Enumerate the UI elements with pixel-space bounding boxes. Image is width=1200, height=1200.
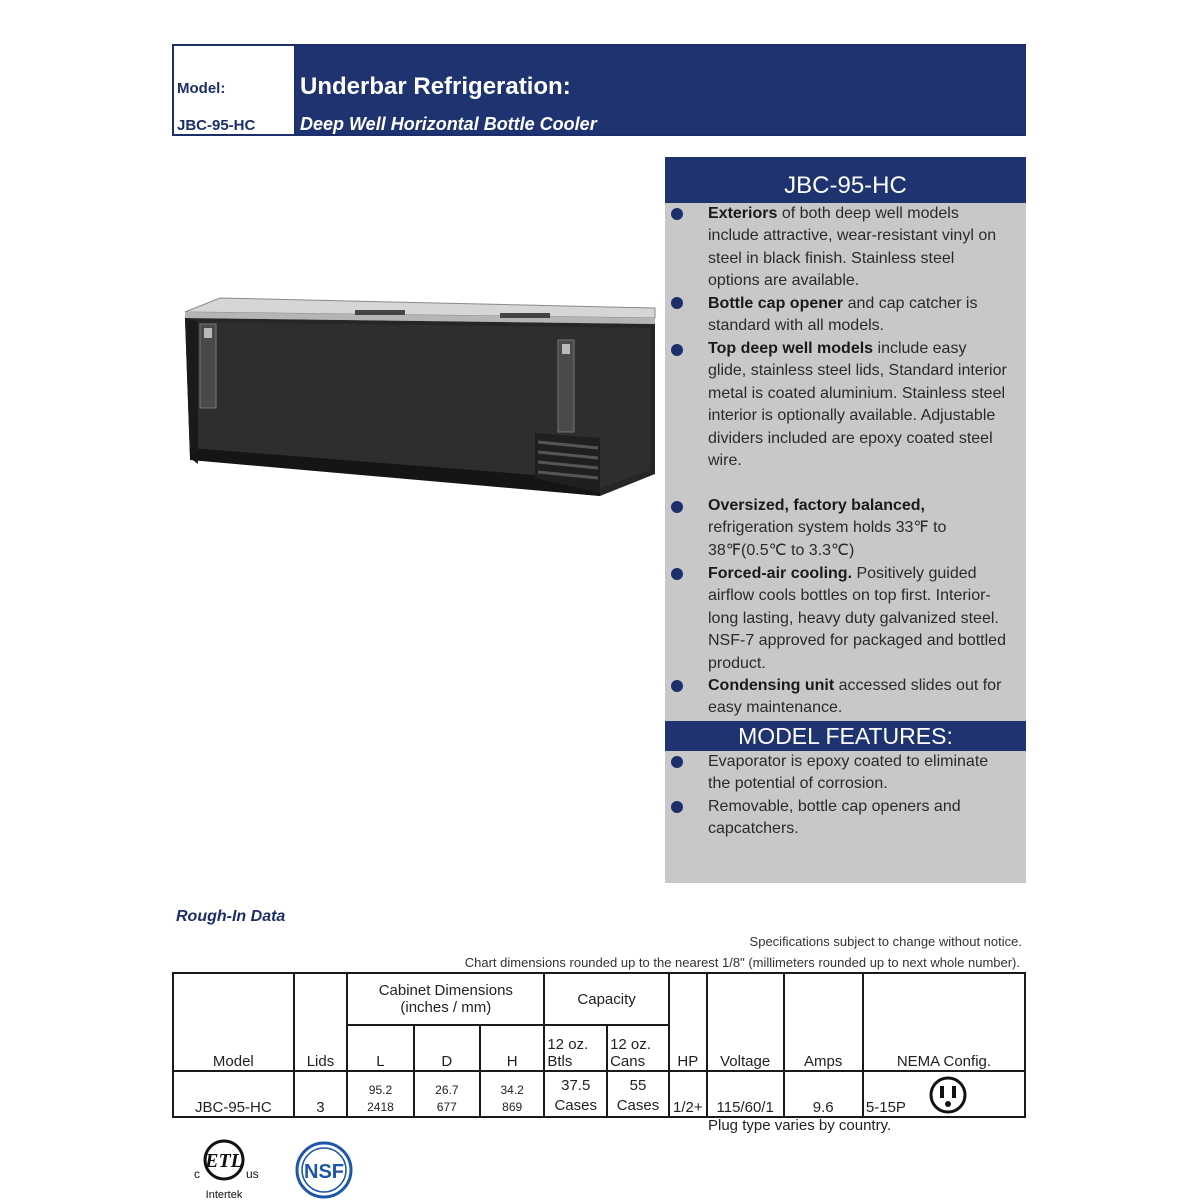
nema-plug-icon xyxy=(928,1075,968,1115)
model-box xyxy=(174,46,296,134)
header-band xyxy=(172,44,1026,136)
page-subtitle: Deep Well Horizontal Bottle Cooler xyxy=(300,114,597,134)
bullet-icon xyxy=(671,501,683,513)
cell-h: 34.2 869 xyxy=(480,1071,544,1117)
cell-amps: 9.6 xyxy=(784,1071,863,1117)
th-cabinet-dimensions xyxy=(347,973,544,1025)
bullet-icon xyxy=(671,344,683,356)
bullet-icon xyxy=(671,680,683,692)
th-nema: NEMA Config. xyxy=(863,973,1025,1071)
cell-d: 26.7 677 xyxy=(414,1071,480,1117)
svg-text:ETL: ETL xyxy=(205,1150,243,1172)
th-d: D xyxy=(414,1025,480,1071)
feature-forced-air: Forced-air cooling. Positively guided airflow cools bottles on top first. Interior-long lasting, heavy duty galvanized steel. NSF-7 approved for packaged and bottled product. xyxy=(708,565,1006,672)
page-title: Underbar Refrigeration: xyxy=(300,73,571,100)
cell-nema xyxy=(863,1071,1025,1117)
svg-text:c: c xyxy=(194,1167,200,1181)
th-cabinet-units: (inches / mm) xyxy=(400,999,492,1016)
svg-text:us: us xyxy=(246,1167,259,1181)
feature-refrigeration: Oversized, factory balanced, refrigeration system holds 33℉ to 38℉(0.5℃ to 3.3℃) xyxy=(708,497,947,559)
th-lids: Lids xyxy=(294,973,348,1071)
th-model: Model xyxy=(173,973,294,1071)
th-bottles: 12 oz. Btls xyxy=(544,1025,607,1071)
features-panel xyxy=(665,157,1026,883)
cell-lids: 3 xyxy=(294,1071,348,1117)
nsf-logo xyxy=(294,1140,354,1200)
table-row xyxy=(173,1071,1025,1117)
feature-condensing-unit: Condensing unit accessed slides out for easy maintenance. xyxy=(708,677,1002,717)
bullet-icon xyxy=(671,297,683,309)
th-capacity: Capacity xyxy=(544,973,668,1025)
feature-deep-well: Top deep well models include easy glide, stainless steel lids, Standard interior metal is coated aluminium. Stainless steel interior is optionally available. Adjustable dividers included are epoxy coated steel wire. xyxy=(708,340,1007,470)
cell-bottles: 37.5 Cases xyxy=(544,1071,607,1117)
th-amps: Amps xyxy=(784,973,863,1071)
chart-note: Chart dimensions rounded up to the nearest 1/8" (millimeters rounded up to next whole number). xyxy=(464,955,1020,970)
table-header-row xyxy=(173,973,1025,1025)
rough-in-title: Rough-In Data xyxy=(176,908,286,925)
nema-value: 5-15P xyxy=(865,1099,906,1116)
specs-note: Specifications subject to change without notice. xyxy=(749,934,1022,949)
th-cabinet-title: Cabinet Dimensions xyxy=(378,982,513,999)
feature-cap-opener: Bottle cap opener and cap catcher is standard with all models. xyxy=(708,295,978,335)
model-label: Model: xyxy=(177,80,226,97)
plug-type-note: Plug type varies by country. xyxy=(708,1117,892,1134)
bullet-icon xyxy=(671,756,683,768)
th-l: L xyxy=(347,1025,413,1071)
cell-model: JBC-95-HC xyxy=(173,1071,294,1117)
svg-text:NSF: NSF xyxy=(304,1161,344,1183)
bullet-icon xyxy=(671,801,683,813)
model-feature-cap-openers: Removable, bottle cap openers and capcatchers. xyxy=(708,798,961,838)
etl-listed-logo xyxy=(186,1136,266,1200)
bottle-cooler-image xyxy=(180,288,660,503)
th-voltage: Voltage xyxy=(707,973,784,1071)
model-feature-evaporator: Evaporator is epoxy coated to eliminate the potential of corrosion. xyxy=(708,753,989,793)
cell-l: 95.2 2418 xyxy=(347,1071,413,1117)
panel-heading: JBC-95-HC xyxy=(665,157,1026,203)
th-h: H xyxy=(480,1025,544,1071)
feature-exteriors: Exteriors of both deep well models include attractive, wear-resistant vinyl on steel in black finish. Stainless steel options are available. xyxy=(708,205,997,290)
rough-in-table xyxy=(172,972,1026,1118)
svg-text:Intertek: Intertek xyxy=(205,1189,243,1200)
model-features-heading: MODEL FEATURES: xyxy=(665,721,1026,751)
model-number: JBC-95-HC xyxy=(177,117,256,134)
cell-hp: 1/2+ xyxy=(669,1071,707,1117)
cell-voltage: 115/60/1 xyxy=(707,1071,784,1117)
th-cans: 12 oz. Cans xyxy=(607,1025,669,1071)
bullet-icon xyxy=(671,568,683,580)
bullet-icon xyxy=(671,208,683,220)
cell-cans: 55 Cases xyxy=(607,1071,669,1117)
th-hp: HP xyxy=(669,973,707,1071)
